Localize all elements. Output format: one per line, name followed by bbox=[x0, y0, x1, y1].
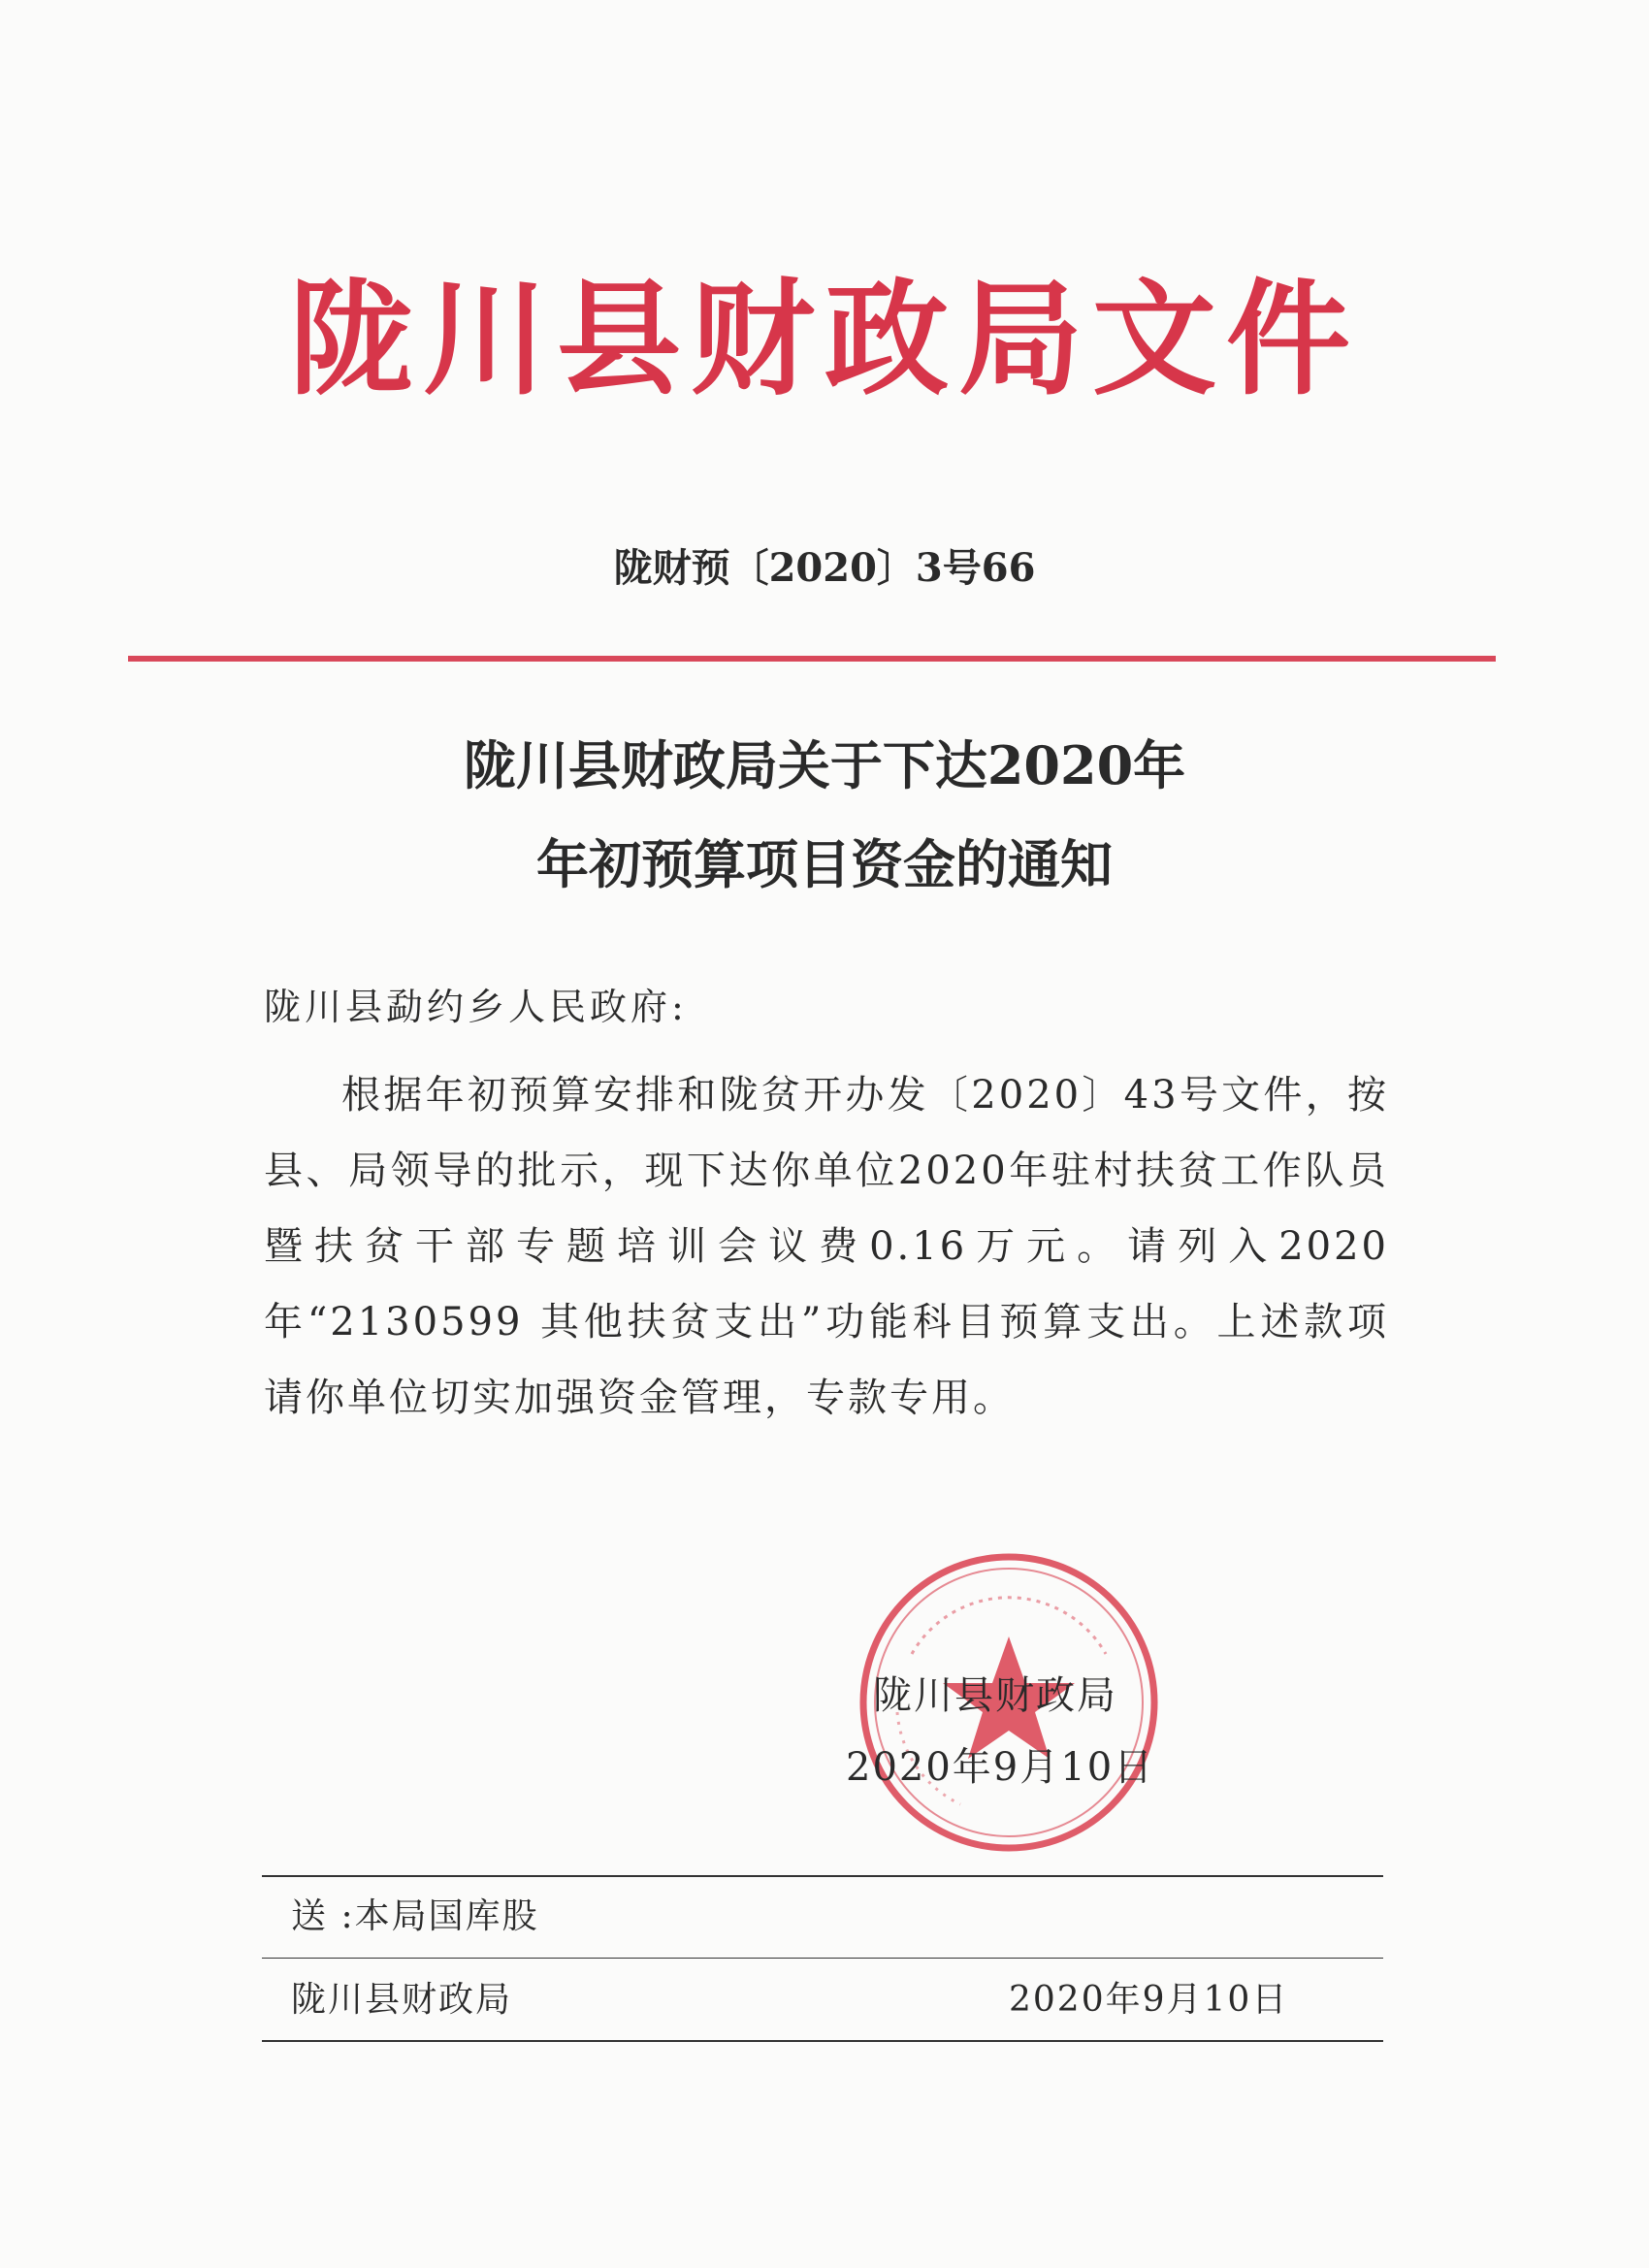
body-paragraph: 根据年初预算安排和陇贫开办发〔2020〕43号文件，按县、局领导的批示，现下达你单位2020年驻村扶贫工作队员暨扶贫干部专题培训会议费0.16万元。请列入2020年“2130599 其他扶贫支出”功能科目预算支出。上述款项请你单位切实加强资金管理，专款专用。 bbox=[264, 1073, 1389, 1420]
document-header-title: 陇川县财政局文件 bbox=[288, 267, 1360, 412]
signature-date: 2020年9月10日 bbox=[846, 1745, 1155, 1790]
addressee: 陇川县勐约乡人民政府: bbox=[264, 986, 688, 1028]
notice-title bbox=[0, 716, 1649, 914]
footer-date: 2020年9月10日 bbox=[1009, 1980, 1289, 2020]
footer-rule-top bbox=[262, 1875, 1383, 1877]
document-number: 陇财预〔2020〕3号66 bbox=[613, 545, 1036, 591]
footer-rule-middle bbox=[262, 1958, 1383, 1959]
header-red-rule bbox=[128, 656, 1496, 662]
notice-title-line1: 陇川县财政局关于下达2020年 bbox=[463, 734, 1186, 796]
footer-rule-bottom bbox=[262, 2040, 1383, 2042]
notice-title-line2: 年初预算项目资金的通知 bbox=[536, 833, 1113, 895]
footer-organization: 陇川县财政局 bbox=[291, 1980, 513, 2020]
signature-organization: 陇川县财政局 bbox=[873, 1673, 1117, 1718]
footer-cc: 送 :本局国库股 bbox=[291, 1896, 539, 1936]
